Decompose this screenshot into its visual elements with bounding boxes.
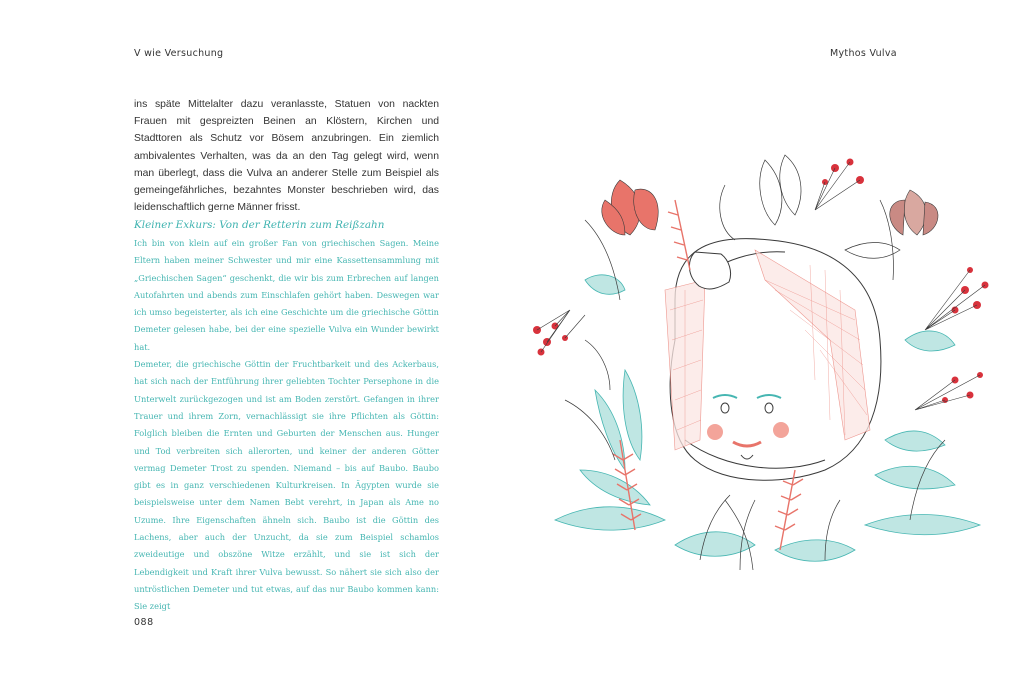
running-header-left: V wie Versuchung [134,48,224,59]
running-header-right: Mythos Vulva [830,48,897,59]
hand [689,252,730,289]
teal-leaves [555,275,980,561]
exkurs-paragraph-2: Demeter, die griechische Göttin der Fruchtbarkeit und des Ackerbaus, hat sich nach der Entführung ihrer geliebten Tochter Persephone in die Unterwelt zurückgezogen und ist am Boden zerstört. Gefangen in ihrer Trauer und ihrem Zorn, vernachlässigt sie ihre Pflichten als Göttin: Folglich bleiben die Ernten und Geburten der Menschen aus. Hunger und Tod verbreiten sich allerorten, und keiner der anderen Götter vermag Demeter Trost zu spenden. Niemand – bis auf Baubo. Baubo gibt es in ganz verschiedenen Kulturkreisen. In Ägypten wurde sie beispielsweise unter dem Namen Bebt verehrt, in Japan als Ame no Uzume. Ihre Eigenschaften ähneln sich. Baubo ist die Göttin des Lachens, aber auch der Unzucht, da sie zum Beispiel schamlos zweideutige und obszöne Witze erzählt, und sie ist sich der Lebendigkeit und Kraft ihrer Vulva bewusst. So nähert sie sich also der untröstlichen Demeter und tut etwas, auf das nur Baubo kommen kann: Sie zeigt [134,359,439,612]
face [707,395,789,459]
page-number: 088 [134,617,154,628]
exkurs-paragraph-1: Ich bin von klein auf ein großer Fan von griechischen Sagen. Meine Eltern haben meiner Schwester und mir eine Kassettensammlung mit „Griechischen Sagen“ geschenkt, die wir bis zum Erbrechen auf langen Autofahrten und abends zum Einschlafen gehört haben. Deswegen war ich umso begeisterter, als ich eine Geschichte um die griechische Göttin Demeter gelesen habe, bei der eine spezielle Vulva ein Wunder bewirkt hat. [134,238,439,352]
body-paragraph-text: ins späte Mittelalter dazu veranlasste, Statuen von nackten Frauen mit gespreizten Beinen an Klöstern, Kirchen und Stadttoren als Schutz vor Bösem anzubringen. Ein ziemlich ambivalentes Verhalten, was da an den Tag gelegt wird, wenn man überlegt, dass die Vulva an anderer Stelle zum Beispiel als gemeingefährliches, bezahntes Monster beschrieben wird, das leidenschaftlich gerne Männer frisst. [134,99,439,214]
exkurs-heading: Kleiner Exkurs: Von der Retterin zum Reißzahn [134,219,385,231]
floral-wreath-illustration [525,140,995,585]
coral-flowers [602,180,938,235]
exkurs-text [134,235,439,616]
body-paragraph [134,96,439,216]
